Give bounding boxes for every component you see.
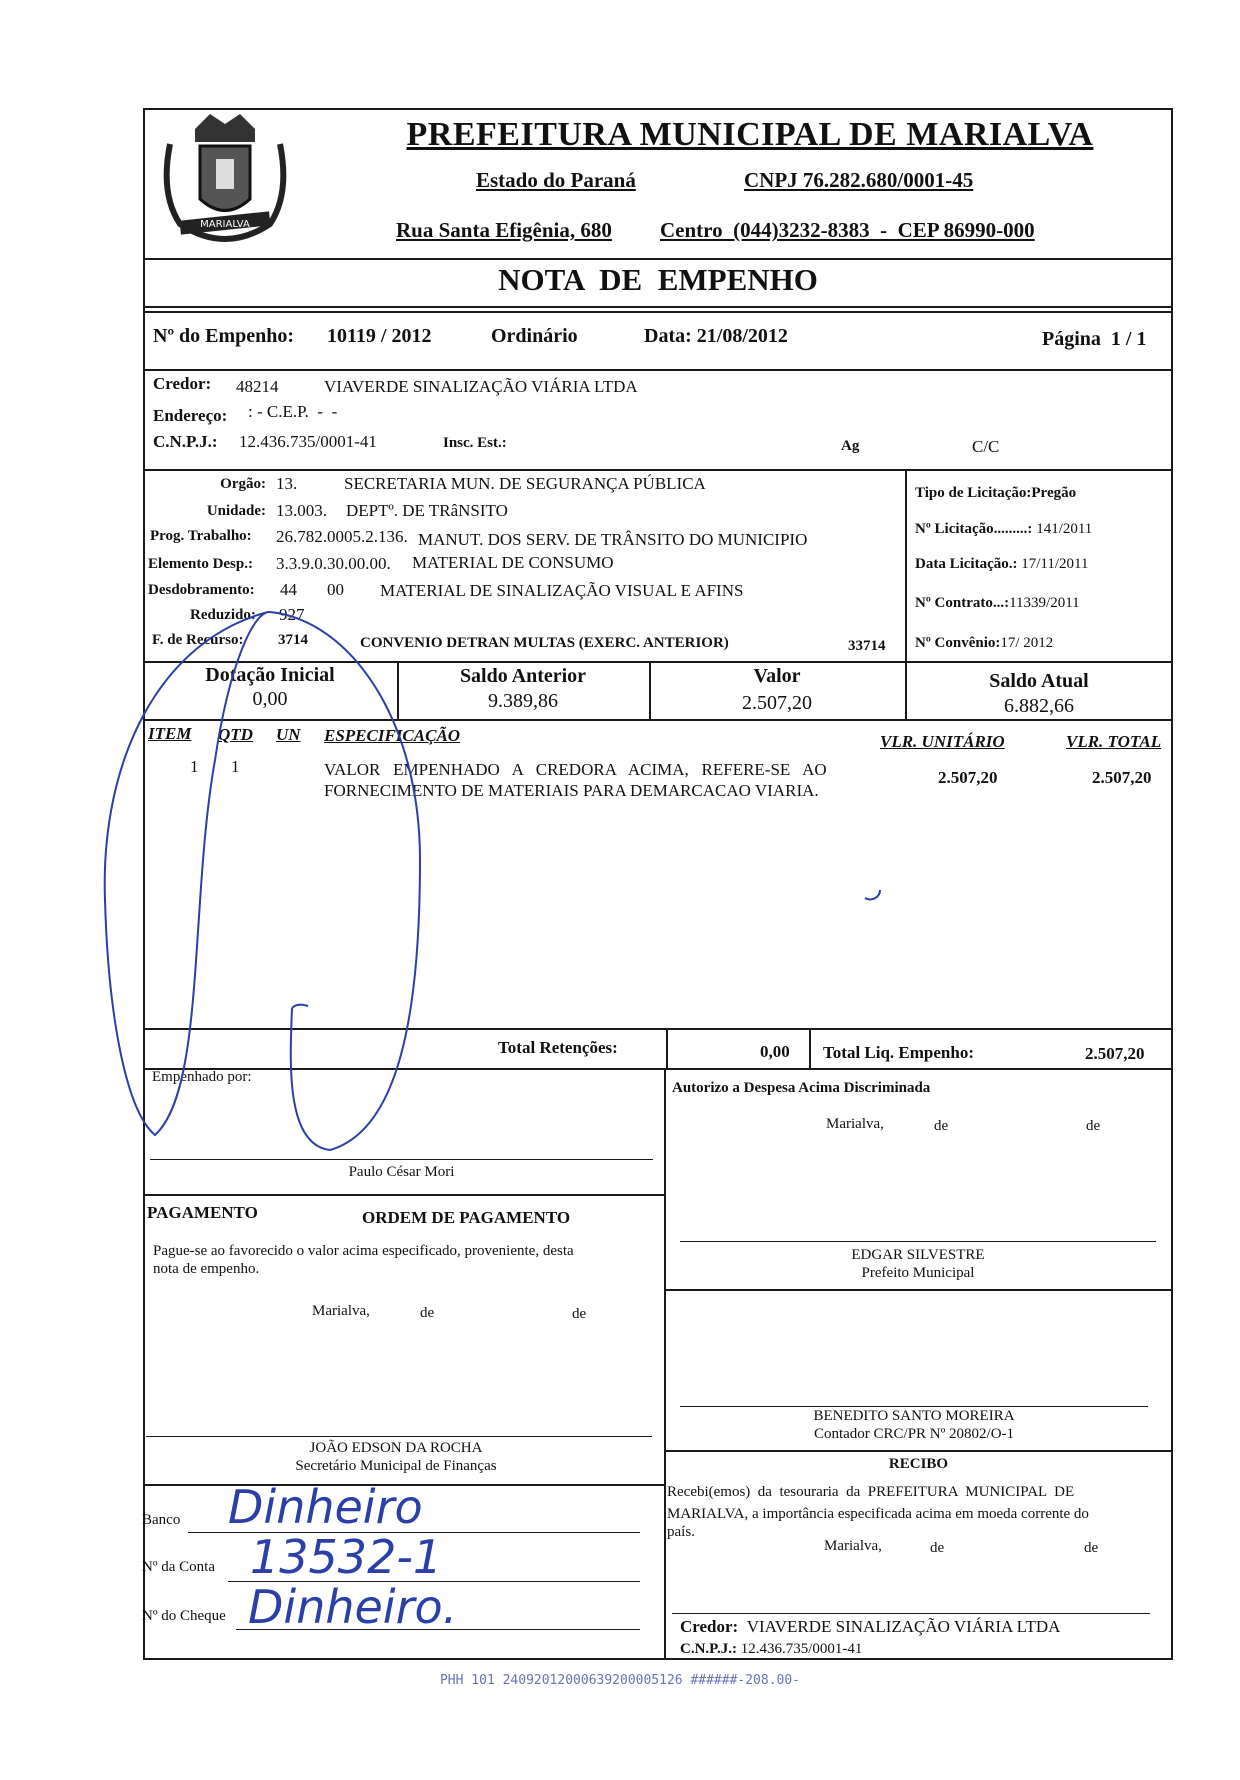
document-title: NOTA DE EMPENHO <box>498 262 818 297</box>
dotacao-value: 0,00 <box>252 688 288 710</box>
crest-text: MARIALVA <box>200 219 250 230</box>
empenho-number: 10119 / 2012 <box>327 325 432 347</box>
secretario-role: Secretário Municipal de Finanças <box>295 1458 497 1474</box>
saldo-anterior-value: 9.389,86 <box>488 690 558 712</box>
licitacao-tipo: Tipo de Licitação:Pregão <box>915 485 1077 501</box>
reduzido-label: Reduzido: <box>190 607 256 623</box>
dotacao-label: Dotação Inicial <box>205 664 335 686</box>
cc-label: C/C <box>972 437 1000 456</box>
licitacao-data-value: 17/11/2011 <box>1021 556 1089 572</box>
desdobramento-label: Desdobramento: <box>148 582 255 598</box>
page-number: Página 1 / 1 <box>1042 328 1147 350</box>
header-cnpj: CNPJ 76.282.680/0001-45 <box>744 168 974 192</box>
valor-label: Valor <box>753 665 801 687</box>
col-vlr-unitario: VLR. UNITÁRIO <box>880 732 1005 751</box>
autorizo-de1: de <box>934 1118 949 1134</box>
recibo-cnpj-value: 12.436.735/0001-41 <box>740 1641 863 1657</box>
unidade-label: Unidade: <box>206 503 266 519</box>
item-qtd: 1 <box>231 757 240 776</box>
prog-label: Prog. Trabalho: <box>150 528 252 544</box>
fonte-label: F. de Recurso: <box>152 632 244 648</box>
recibo-city: Marialva, <box>824 1538 882 1554</box>
item-number: 1 <box>190 757 199 776</box>
state-name: Estado do Paraná <box>476 168 636 192</box>
recibo-title: RECIBO <box>888 1456 949 1472</box>
pagamento-de2: de <box>572 1306 587 1322</box>
cheque-handwritten: Dinheiro. <box>248 1580 458 1634</box>
unidade-desc: DEPTº. DE TRâNSITO <box>346 501 508 520</box>
contador-name: BENEDITO SANTO MOREIRA <box>813 1408 1015 1424</box>
licitacao-numero-label: Nº Licitação.........: <box>915 521 1033 537</box>
pagamento-text-line1: Pague-se ao favorecido o valor acima especificado, proveniente, desta <box>153 1243 574 1259</box>
ordem-pagamento-label: ORDEM DE PAGAMENTO <box>362 1208 571 1227</box>
empenho-label: Nº do Empenho: <box>153 325 295 347</box>
retencoes-value: 0,00 <box>760 1042 790 1061</box>
credor-label: Credor: <box>153 374 212 393</box>
convenio-label: Nº Convênio: <box>915 635 1001 651</box>
endereco-value: : - C.E.P. - - <box>248 402 338 421</box>
ag-label: Ag <box>841 438 860 454</box>
contador-role: Contador CRC/PR Nº 20802/O-1 <box>813 1426 1015 1442</box>
credor-code: 48214 <box>236 377 279 396</box>
desdobramento-desc: MATERIAL DE SINALIZAÇÃO VISUAL E AFINS <box>380 581 744 600</box>
licitacao-numero-value: 141/2011 <box>1036 521 1093 537</box>
fonte-number: 33714 <box>848 638 886 654</box>
desdobramento-code: 44 <box>280 580 297 599</box>
col-un: UN <box>276 725 301 744</box>
elemento-code: 3.3.9.0.30.00.00. <box>276 554 391 573</box>
pagamento-label: PAGAMENTO <box>147 1203 258 1222</box>
autorizo-city: Marialva, <box>826 1116 884 1132</box>
item-spec-line2: FORNECIMENTO DE MATERIAIS PARA DEMARCACAO VIARIA. <box>324 781 819 800</box>
item-total-value: 2.507,20 <box>1092 768 1152 787</box>
orgao-code: 13. <box>276 474 298 493</box>
endereco-label: Endereço: <box>153 406 228 425</box>
prog-desc: MANUT. DOS SERV. DE TRÂNSITO DO MUNICIPIO <box>418 530 808 549</box>
fonte-desc: CONVENIO DETRAN MULTAS (EXERC. ANTERIOR) <box>360 635 729 651</box>
prefeito-role: Prefeito Municipal <box>861 1265 975 1281</box>
empenho-type: Ordinário <box>491 325 578 347</box>
desdobramento-code2: 00 <box>327 580 344 599</box>
recibo-de1: de <box>930 1540 945 1556</box>
saldo-anterior-label: Saldo Anterior <box>459 665 587 687</box>
pagamento-text-line2: nota de empenho. <box>153 1261 260 1277</box>
banco-label: Banco <box>142 1512 181 1528</box>
liq-empenho-value: 2.507,20 <box>1085 1044 1145 1063</box>
retencoes-label: Total Retenções: <box>498 1038 618 1057</box>
empenho-date: Data: 21/08/2012 <box>644 325 788 347</box>
col-item: ITEM <box>148 724 192 743</box>
cheque-label: Nº do Cheque <box>142 1608 226 1624</box>
prefeito-name: EDGAR SILVESTRE <box>851 1247 985 1263</box>
liq-empenho-label: Total Liq. Empenho: <box>823 1043 974 1062</box>
prog-code: 26.782.0005.2.136. <box>276 527 408 546</box>
recibo-line1: Recebi(emos) da tesouraria da PREFEITURA MUNICIPAL DE <box>667 1484 1075 1500</box>
saldo-atual-value: 6.882,66 <box>1004 695 1074 717</box>
conta-label: Nº da Conta <box>142 1559 215 1575</box>
insc-est-label: Insc. Est.: <box>443 435 507 451</box>
contrato-value: 11339/2011 <box>1009 595 1080 611</box>
valor-value: 2.507,20 <box>742 692 812 714</box>
unidade-code: 13.003. <box>276 501 327 520</box>
recibo-de2: de <box>1084 1540 1099 1556</box>
contrato-label: Nº Contrato...: <box>915 595 1010 611</box>
reduzido-code: 927 <box>279 605 305 624</box>
elemento-label: Elemento Desp.: <box>148 556 253 572</box>
orgao-label: Orgão: <box>220 476 266 492</box>
convenio-value: 17/ 2012 <box>1000 635 1054 651</box>
recibo-line3: país. <box>667 1524 695 1540</box>
recibo-line2: MARIALVA, a importância especificada acima em moeda corrente do <box>667 1506 1089 1522</box>
cnpj-label: C.N.P.J.: <box>153 432 218 451</box>
col-especificacao: ESPECIFICAÇÃO <box>324 726 461 745</box>
cnpj-value: 12.436.735/0001-41 <box>239 432 377 451</box>
recibo-cnpj-label: C.N.P.J.: <box>680 1641 737 1657</box>
item-unit-value: 2.507,20 <box>938 768 998 787</box>
item-spec-line1: VALOR EMPENHADO A CREDORA ACIMA, REFERE-SE AO <box>324 760 827 779</box>
header-street: Rua Santa Efigênia, 680 <box>396 218 612 242</box>
conta-handwritten: 13532-1 <box>250 1530 443 1584</box>
col-qtd: QTD <box>218 725 253 744</box>
fonte-code: 3714 <box>278 632 308 648</box>
secretario-name: JOÃO EDSON DA ROCHA <box>309 1440 483 1456</box>
authentication-stamp: PHH 101 24092012000639200005126 ######-208.00- <box>439 1673 801 1688</box>
licitacao-data-label: Data Licitação.: <box>915 556 1018 572</box>
recibo-credor-name: VIAVERDE SINALIZAÇÃO VIÁRIA LTDA <box>746 1617 1061 1636</box>
municipality-title: PREFEITURA MUNICIPAL DE MARIALVA <box>406 116 1094 153</box>
banco-handwritten: Dinheiro <box>228 1480 423 1534</box>
pagamento-city: Marialva, <box>312 1303 370 1319</box>
credor-name: VIAVERDE SINALIZAÇÃO VIÁRIA LTDA <box>324 377 638 396</box>
empenhado-por-name: Paulo César Mori <box>348 1164 455 1180</box>
recibo-credor-label: Credor: <box>680 1617 739 1636</box>
orgao-desc: SECRETARIA MUN. DE SEGURANÇA PÚBLICA <box>344 474 706 493</box>
autorizo-label: Autorizo a Despesa Acima Discriminada <box>672 1080 931 1096</box>
elemento-desc: MATERIAL DE CONSUMO <box>412 553 614 572</box>
autorizo-de2: de <box>1086 1118 1101 1134</box>
pagamento-de1: de <box>420 1305 435 1321</box>
empenhado-por-label: Empenhado por: <box>152 1069 252 1085</box>
header-address: Centro (044)3232-8383 - CEP 86990-000 <box>660 218 1035 242</box>
col-vlr-total: VLR. TOTAL <box>1066 732 1162 751</box>
saldo-atual-label: Saldo Atual <box>989 670 1089 692</box>
